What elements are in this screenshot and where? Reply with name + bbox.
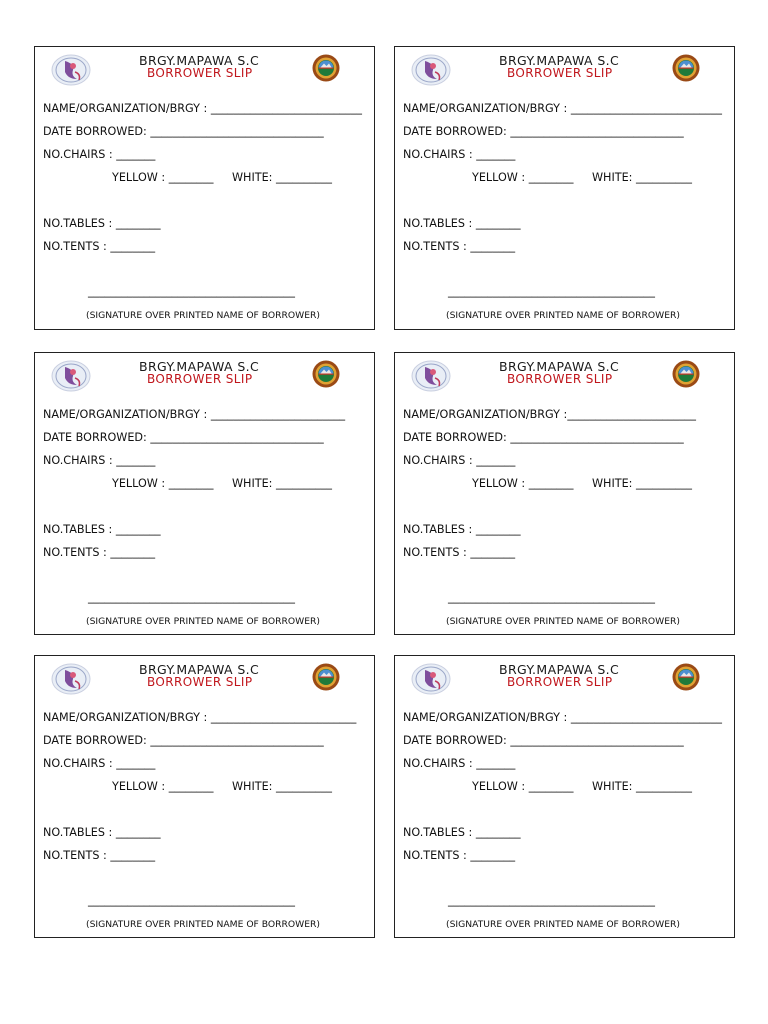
- barangay-seal-icon: [51, 54, 91, 86]
- council-seal-icon: [672, 663, 700, 691]
- yellow-chairs-field: YELLOW : ________: [472, 477, 574, 490]
- council-seal-icon: [312, 54, 340, 82]
- org-name: BRGY.MAPAWA S.C: [499, 359, 620, 374]
- slip-title: BORROWER SLIP: [147, 66, 253, 80]
- barangay-seal-icon: [411, 663, 451, 695]
- slip-title: BORROWER SLIP: [507, 372, 613, 386]
- date-borrowed-field: DATE BORROWED: _______________________________: [403, 431, 684, 444]
- borrower-slip-4: [394, 352, 735, 635]
- council-seal-icon: [312, 663, 340, 691]
- org-name: BRGY.MAPAWA S.C: [499, 53, 620, 68]
- signature-line: _____________________________________: [88, 285, 295, 298]
- tents-field: NO.TENTS : ________: [43, 546, 156, 559]
- tables-field: NO.TABLES : ________: [403, 826, 521, 839]
- borrower-slip-1: [34, 46, 375, 330]
- white-chairs-field: WHITE: __________: [592, 780, 692, 793]
- signature-line: _____________________________________: [448, 894, 655, 907]
- borrower-slip-3: [34, 352, 375, 635]
- signature-line: _____________________________________: [448, 591, 655, 604]
- slip-title: BORROWER SLIP: [147, 372, 253, 386]
- org-name: BRGY.MAPAWA S.C: [139, 662, 260, 677]
- signature-caption: (SIGNATURE OVER PRINTED NAME OF BORROWER): [446, 919, 680, 930]
- yellow-chairs-field: YELLOW : ________: [112, 477, 214, 490]
- tables-field: NO.TABLES : ________: [403, 523, 521, 536]
- tables-field: NO.TABLES : ________: [43, 523, 161, 536]
- name-field: NAME/ORGANIZATION/BRGY : ________________________: [43, 408, 346, 421]
- name-field: NAME/ORGANIZATION/BRGY : ___________________________: [43, 102, 362, 115]
- white-chairs-field: WHITE: __________: [232, 780, 332, 793]
- name-field: NAME/ORGANIZATION/BRGY :_______________________: [403, 408, 696, 421]
- signature-line: _____________________________________: [88, 894, 295, 907]
- yellow-chairs-field: YELLOW : ________: [112, 171, 214, 184]
- org-name: BRGY.MAPAWA S.C: [139, 359, 260, 374]
- signature-caption: (SIGNATURE OVER PRINTED NAME OF BORROWER): [446, 310, 680, 321]
- tents-field: NO.TENTS : ________: [403, 240, 516, 253]
- date-borrowed-field: DATE BORROWED: _______________________________: [403, 125, 684, 138]
- barangay-seal-icon: [411, 54, 451, 86]
- tables-field: NO.TABLES : ________: [43, 826, 161, 839]
- barangay-seal-icon: [51, 360, 91, 392]
- yellow-chairs-field: YELLOW : ________: [472, 171, 574, 184]
- chairs-field: NO.CHAIRS : _______: [403, 757, 516, 770]
- chairs-field: NO.CHAIRS : _______: [43, 757, 156, 770]
- borrower-slip-6: [394, 655, 735, 938]
- signature-caption: (SIGNATURE OVER PRINTED NAME OF BORROWER): [86, 919, 320, 930]
- date-borrowed-field: DATE BORROWED: _______________________________: [43, 125, 324, 138]
- chairs-field: NO.CHAIRS : _______: [403, 454, 516, 467]
- yellow-chairs-field: YELLOW : ________: [112, 780, 214, 793]
- date-borrowed-field: DATE BORROWED: _______________________________: [403, 734, 684, 747]
- signature-caption: (SIGNATURE OVER PRINTED NAME OF BORROWER): [446, 616, 680, 627]
- name-field: NAME/ORGANIZATION/BRGY : __________________________: [43, 711, 357, 724]
- white-chairs-field: WHITE: __________: [232, 171, 332, 184]
- signature-line: _____________________________________: [448, 285, 655, 298]
- white-chairs-field: WHITE: __________: [592, 171, 692, 184]
- borrower-slip-2: [394, 46, 735, 330]
- barangay-seal-icon: [411, 360, 451, 392]
- chairs-field: NO.CHAIRS : _______: [43, 148, 156, 161]
- barangay-seal-icon: [51, 663, 91, 695]
- date-borrowed-field: DATE BORROWED: _______________________________: [43, 431, 324, 444]
- white-chairs-field: WHITE: __________: [592, 477, 692, 490]
- yellow-chairs-field: YELLOW : ________: [472, 780, 574, 793]
- signature-caption: (SIGNATURE OVER PRINTED NAME OF BORROWER): [86, 616, 320, 627]
- council-seal-icon: [312, 360, 340, 388]
- name-field: NAME/ORGANIZATION/BRGY : ___________________________: [403, 102, 722, 115]
- borrower-slip-5: [34, 655, 375, 938]
- council-seal-icon: [672, 54, 700, 82]
- org-name: BRGY.MAPAWA S.C: [139, 53, 260, 68]
- tents-field: NO.TENTS : ________: [403, 546, 516, 559]
- tents-field: NO.TENTS : ________: [43, 240, 156, 253]
- name-field: NAME/ORGANIZATION/BRGY : ___________________________: [403, 711, 722, 724]
- tents-field: NO.TENTS : ________: [403, 849, 516, 862]
- chairs-field: NO.CHAIRS : _______: [403, 148, 516, 161]
- slip-title: BORROWER SLIP: [507, 675, 613, 689]
- signature-caption: (SIGNATURE OVER PRINTED NAME OF BORROWER): [86, 310, 320, 321]
- tables-field: NO.TABLES : ________: [403, 217, 521, 230]
- chairs-field: NO.CHAIRS : _______: [43, 454, 156, 467]
- white-chairs-field: WHITE: __________: [232, 477, 332, 490]
- date-borrowed-field: DATE BORROWED: _______________________________: [43, 734, 324, 747]
- tents-field: NO.TENTS : ________: [43, 849, 156, 862]
- org-name: BRGY.MAPAWA S.C: [499, 662, 620, 677]
- signature-line: _____________________________________: [88, 591, 295, 604]
- council-seal-icon: [672, 360, 700, 388]
- slip-title: BORROWER SLIP: [147, 675, 253, 689]
- tables-field: NO.TABLES : ________: [43, 217, 161, 230]
- slip-title: BORROWER SLIP: [507, 66, 613, 80]
